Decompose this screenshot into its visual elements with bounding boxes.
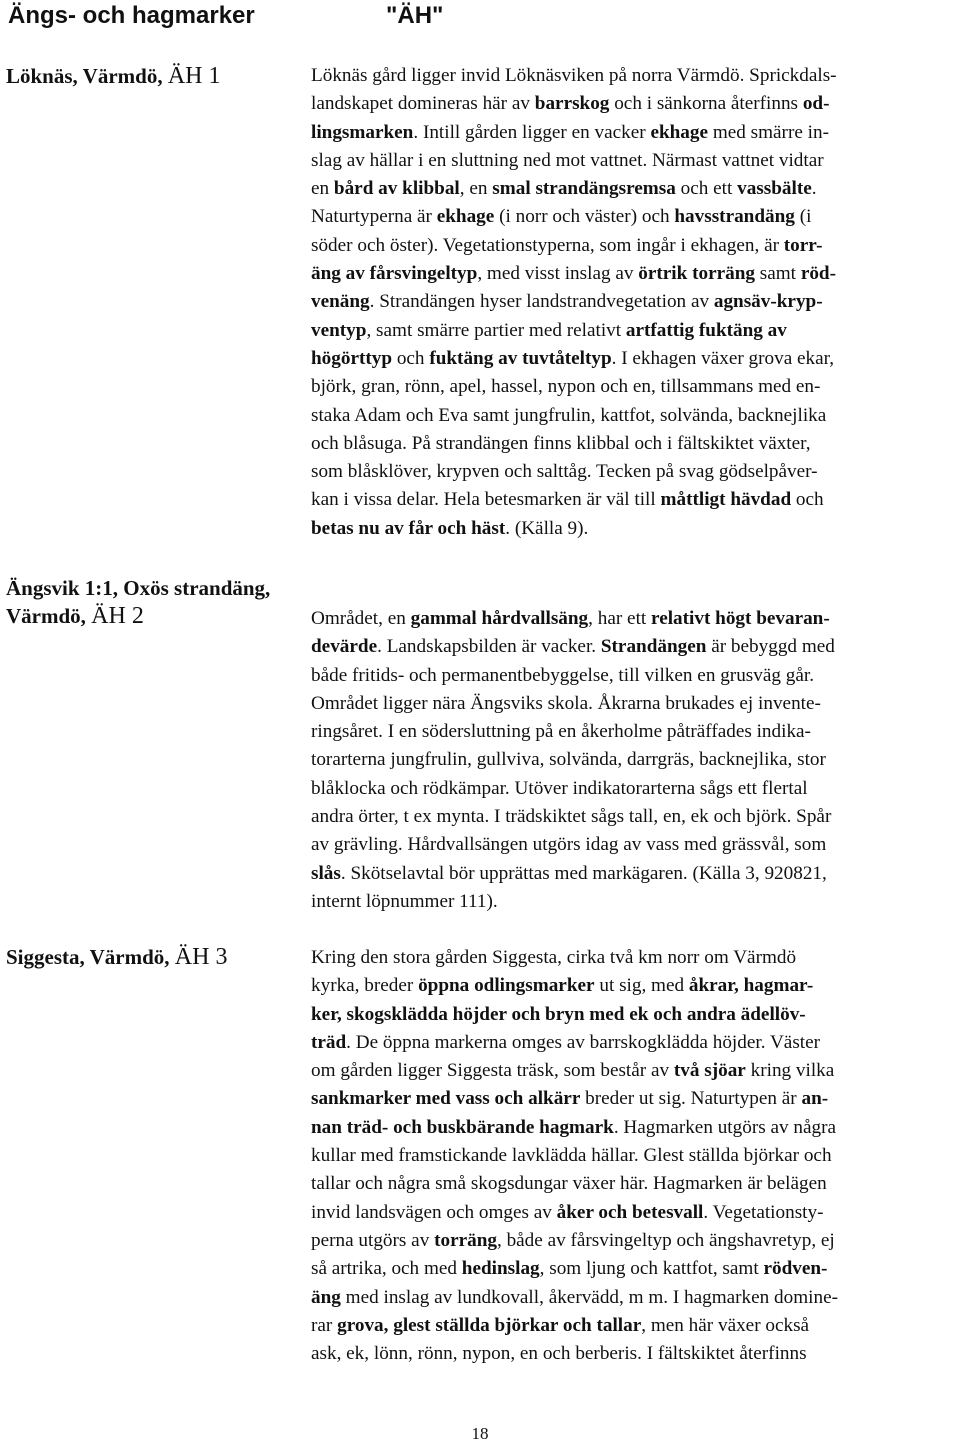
bold-text: äng av fårsvingeltyp xyxy=(311,263,478,285)
bold-text: åker och betesvall xyxy=(556,1201,704,1223)
text-segment: med smärre in- xyxy=(708,121,829,143)
text-line xyxy=(311,430,953,458)
text-segment: kyrka, breder xyxy=(311,975,419,997)
text-line xyxy=(311,718,953,746)
text-segment: internt löpnummer 111). xyxy=(311,890,498,912)
text-segment: . De öppna markerna omges av barrskogklädda höjder. Väster xyxy=(346,1031,821,1053)
bold-text: nan träd- och buskbärande hagmark xyxy=(311,1116,614,1138)
text-line xyxy=(311,402,953,430)
text-line xyxy=(311,345,953,373)
text-line xyxy=(311,1057,953,1085)
text-line xyxy=(311,232,953,260)
text-segment: . Intill gården ligger en vacker xyxy=(413,121,651,143)
text-line xyxy=(311,1255,953,1283)
text-line xyxy=(311,203,953,231)
bold-text: lingsmarken xyxy=(311,121,414,143)
site-name: Siggesta, Värmdö, xyxy=(6,945,170,969)
bold-text: an- xyxy=(801,1088,829,1110)
bold-text: måttligt hävdad xyxy=(660,489,792,511)
text-segment: , som ljung och kattfot, samt xyxy=(539,1258,764,1280)
text-segment: Kring den stora gården Siggesta, cirka två km norr om Värmdö xyxy=(311,947,797,968)
bold-text: äng xyxy=(311,1286,341,1308)
text-line xyxy=(311,119,953,147)
text-line xyxy=(311,373,953,401)
text-segment: , men här växer också xyxy=(641,1314,810,1336)
text-line xyxy=(311,831,953,859)
text-segment: om gården ligger Siggesta träsk, som består av xyxy=(311,1060,674,1082)
text-line xyxy=(311,515,953,543)
bold-text: torräng xyxy=(434,1229,497,1251)
text-segment: , har ett xyxy=(588,608,652,629)
bold-text: betas nu av får och häst xyxy=(311,517,506,539)
text-line xyxy=(311,260,953,288)
bold-text: gammal hårdvallsäng xyxy=(410,608,589,629)
text-line xyxy=(311,1114,953,1142)
text-line xyxy=(311,633,953,661)
bold-text: relativt högt bevaran- xyxy=(651,608,830,629)
text-segment: perna utgörs av xyxy=(311,1229,435,1251)
text-line xyxy=(311,775,953,803)
text-line xyxy=(311,288,953,316)
text-line xyxy=(311,486,953,514)
text-line xyxy=(311,147,953,175)
bold-text: åkrar, hagmar- xyxy=(688,975,814,997)
bold-text: sankmarker med vass och alkärr xyxy=(311,1088,581,1110)
text-line xyxy=(311,458,953,486)
text-segment: av grävling. Hårdvallsängen utgörs idag av vass med grässvål, som xyxy=(311,834,827,856)
text-line xyxy=(311,175,953,203)
text-segment: och i sänkorna återfinns xyxy=(609,93,803,115)
text-segment: . I ekhagen växer grova ekar, xyxy=(611,347,835,369)
text-segment: som blåsklöver, krypven och salttåg. Tecken på svag gödselpåver- xyxy=(311,461,818,483)
text-segment: , med visst inslag av xyxy=(477,263,639,285)
bold-text: slås xyxy=(311,862,341,884)
text-segment: andra örter, t ex mynta. I trädskiktet sågs tall, en, ek och björk. Spår xyxy=(311,806,832,828)
text-segment: ask, ek, lönn, rönn, nypon, en och berberis. I fältskiktet återfinns xyxy=(311,1343,807,1365)
text-segment: björk, gran, rönn, apel, hassel, nypon och en, tillsammans med en- xyxy=(311,376,821,398)
text-segment: (i xyxy=(794,206,812,228)
text-line xyxy=(311,605,953,633)
section-code-heading: "ÄH" xyxy=(386,2,444,29)
text-segment: tallar och några små skogsdungar växer här. Hagmarken är belägen xyxy=(311,1173,827,1195)
text-line xyxy=(311,1199,953,1227)
site-name: Ängsvik 1:1, Oxös strandäng, xyxy=(6,576,271,600)
section-heading: Ängs- och hagmarker xyxy=(8,2,255,29)
bold-text: devärde xyxy=(311,636,378,658)
text-line xyxy=(311,1085,953,1113)
text-segment: med inslag av lundkovall, åkervädd, m m. I hagmarken domine- xyxy=(340,1286,839,1308)
text-segment: . Vegetationsty- xyxy=(703,1201,824,1223)
page-number: 18 xyxy=(471,1424,489,1443)
text-line xyxy=(311,1312,953,1340)
text-line xyxy=(311,860,953,888)
text-line xyxy=(311,1340,953,1368)
text-segment: kring vilka xyxy=(745,1060,835,1082)
text-segment: så artrika, och med xyxy=(311,1258,462,1280)
text-line xyxy=(311,888,953,916)
bold-text: ker, skogsklädda höjder och bryn med ek och andra ädellöv- xyxy=(311,1003,806,1025)
text-segment: och xyxy=(791,489,824,511)
text-segment: landskapet domineras här av xyxy=(311,93,535,115)
bold-text: träd xyxy=(311,1031,347,1053)
site-description-ah2 xyxy=(311,605,953,916)
text-line xyxy=(311,1029,953,1057)
text-segment: kullar med framstickande lavklädda hällar. Glest ställda björkar och xyxy=(311,1145,832,1167)
text-segment: invid landsvägen och omges av xyxy=(311,1201,557,1223)
bold-text: Strandängen xyxy=(600,636,707,658)
text-segment: både fritids- och permanentbebyggelse, till vilken en grusväg går. xyxy=(311,664,814,686)
site-code: ÄH 3 xyxy=(174,944,228,970)
text-segment: söder och öster). Vegetationstyperna, som ingår i ekhagen, är xyxy=(311,234,784,256)
text-line xyxy=(311,972,953,1000)
bold-text: barrskog xyxy=(534,93,610,115)
bold-text: venäng xyxy=(311,291,370,313)
text-segment: Området, en xyxy=(311,608,411,629)
text-segment: , samt smärre partier med relativt xyxy=(366,319,626,341)
text-segment: och blåsuga. På strandängen finns klibbal och i fältskiktet växter, xyxy=(311,432,811,454)
bold-text: havsstrandäng xyxy=(674,206,795,228)
text-segment: är bebyggd med xyxy=(706,636,835,658)
text-line xyxy=(311,1284,953,1312)
text-line xyxy=(311,944,953,972)
bold-text: bård av klibbal xyxy=(333,178,460,200)
text-segment: , både av fårsvingeltyp och ängshavretyp, ej xyxy=(496,1229,835,1251)
text-segment: . xyxy=(811,178,817,200)
bold-text: hedinslag xyxy=(461,1258,540,1280)
text-segment: en xyxy=(311,178,334,200)
text-segment: blåklocka och rödkämpar. Utöver indikatorarterna sågs ett flertal xyxy=(311,777,808,799)
bold-text: öppna odlingsmarker xyxy=(418,975,595,997)
text-segment: och ett xyxy=(675,178,738,200)
text-line xyxy=(311,803,953,831)
text-segment: staka Adam och Eva samt jungfrulin, kattfot, solvända, backnejlika xyxy=(311,404,827,426)
text-segment: . Strandängen hyser landstrandvegetation av xyxy=(369,291,714,313)
bold-text: vassbälte xyxy=(737,178,812,200)
site-name-municipality: Värmdö, xyxy=(6,604,86,628)
text-segment: . Landskapsbilden är vacker. xyxy=(377,636,601,658)
bold-text: ekhage xyxy=(650,121,709,143)
text-segment: Området ligger nära Ängsviks skola. Åkrarna brukades ej invente- xyxy=(311,692,821,714)
text-line xyxy=(311,662,953,690)
text-segment: , en xyxy=(459,178,493,200)
text-segment: ringsåret. I en södersluttning på en åkerholme påträffades indika- xyxy=(311,721,811,743)
bold-text: grova, glest ställda björkar och tallar xyxy=(337,1314,642,1336)
text-segment: rar xyxy=(311,1314,338,1336)
bold-text: örtrik torräng xyxy=(638,263,755,285)
text-line xyxy=(311,317,953,345)
text-line xyxy=(311,1001,953,1029)
text-segment: Naturtyperna är xyxy=(311,206,437,228)
site-description-ah1 xyxy=(311,62,953,543)
text-segment: slag av hällar i en sluttning ned mot vattnet. Närmast vattnet vidtar xyxy=(311,149,824,171)
text-segment: och xyxy=(392,347,430,369)
bold-text: rödven- xyxy=(763,1258,828,1280)
site-code: ÄH 2 xyxy=(91,603,144,629)
text-segment: ut sig, med xyxy=(594,975,689,997)
bold-text: röd- xyxy=(800,263,836,285)
bold-text: artfattig fuktäng av xyxy=(625,319,787,341)
text-segment: . Skötselavtal bör upprättas med markägaren. (Källa 3, 920821, xyxy=(340,862,827,884)
text-segment: breder ut sig. Naturtypen är xyxy=(580,1088,802,1110)
bold-text: torr- xyxy=(783,234,823,256)
bold-text: högörttyp xyxy=(311,347,393,369)
site-title-ah1 xyxy=(6,62,221,90)
site-description-ah3 xyxy=(311,944,953,1368)
text-line xyxy=(311,690,953,718)
site-title-ah2 xyxy=(6,574,270,630)
text-line xyxy=(311,62,953,90)
bold-text: od- xyxy=(802,93,830,115)
site-code: ÄH 1 xyxy=(167,63,221,89)
bold-text: ventyp xyxy=(311,319,367,341)
site-title-ah3 xyxy=(6,943,227,971)
text-line xyxy=(311,1170,953,1198)
site-name: Löknäs, Värmdö, xyxy=(6,64,163,88)
text-segment: kan i vissa delar. Hela betesmarken är väl till xyxy=(311,489,661,511)
text-segment: samt xyxy=(754,263,801,285)
bold-text: ekhage xyxy=(436,206,495,228)
bold-text: agnsäv-kryp- xyxy=(713,291,823,313)
text-segment: . (Källa 9). xyxy=(505,517,589,539)
text-line xyxy=(311,1142,953,1170)
text-segment: Löknäs gård ligger invid Löknäsviken på norra Värmdö. Sprickdals- xyxy=(311,65,837,86)
text-line xyxy=(311,746,953,774)
bold-text: fuktäng av tuvtåteltyp xyxy=(429,347,612,369)
text-segment: (i norr och väster) och xyxy=(494,206,675,228)
text-segment: . Hagmarken utgörs av några xyxy=(613,1116,836,1138)
text-segment: torarterna jungfrulin, gullviva, solvända, darrgräs, backnejlika, stor xyxy=(311,749,826,771)
text-line xyxy=(311,1227,953,1255)
text-line xyxy=(311,90,953,118)
bold-text: två sjöar xyxy=(673,1060,746,1082)
bold-text: smal strandängsremsa xyxy=(492,178,676,200)
